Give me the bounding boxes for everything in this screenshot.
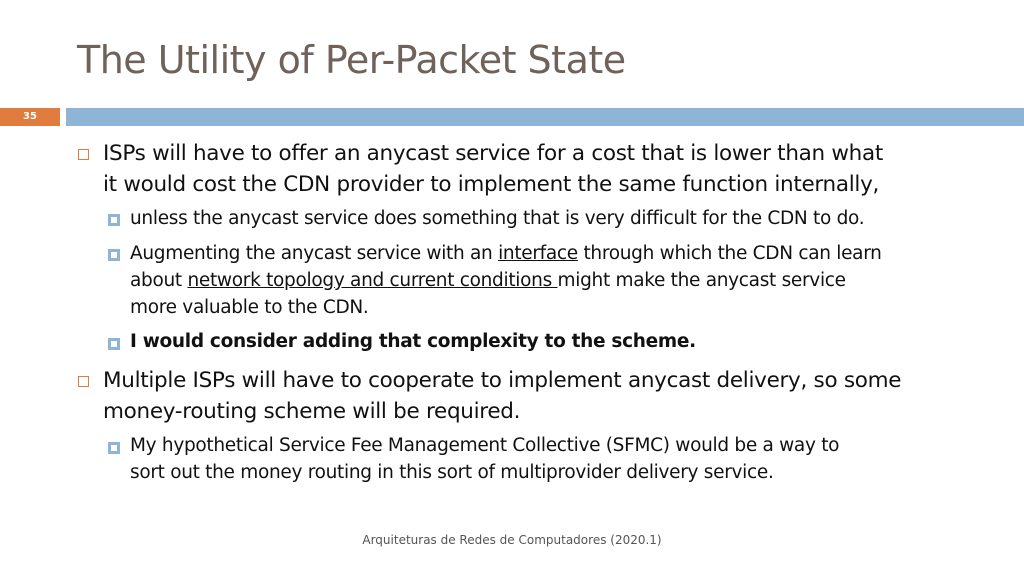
text: Augmenting the anycast service with an [130,243,499,264]
text: through which the CDN can learn [577,243,882,264]
bullet-text: money-routing scheme will be required. [103,399,521,424]
slide-number: 35 [0,108,60,126]
underlined-text: interface [498,243,578,264]
bullet-square-icon [78,376,89,387]
header-bar [66,108,1024,126]
sub-bullet-text [130,243,882,264]
slide-title: The Utility of Per-Packet State [77,38,626,82]
sub-bullet-text: I would consider adding that complexity to the scheme. [130,331,696,352]
sub-bullet-icon [108,338,120,350]
footer: Arquiteturas de Redes de Computadores (2020.1) [362,533,662,547]
bullet-text: Multiple ISPs will have to cooperate to implement anycast delivery, so some [103,368,902,393]
sub-bullet-text [130,270,846,291]
bullet-text: it would cost the CDN provider to implement the same function internally, [103,172,880,197]
underlined-text: network topology and current conditions [187,270,558,291]
sub-bullet-text: more valuable to the CDN. [130,297,369,318]
text: about [130,270,188,291]
text: might make the anycast service [557,270,846,291]
bullet-text: ISPs will have to offer an anycast service for a cost that is lower than what [103,141,883,166]
sub-bullet-icon [108,249,120,261]
sub-bullet-icon [108,214,120,226]
sub-bullet-text: unless the anycast service does something that is very difficult for the CDN to do. [130,208,865,229]
sub-bullet-text: sort out the money routing in this sort of multiprovider delivery service. [130,462,774,483]
sub-bullet-icon [108,442,120,454]
sub-bullet-text: My hypothetical Service Fee Management Collective (SFMC) would be a way to [130,435,840,456]
bullet-square-icon [78,149,89,160]
